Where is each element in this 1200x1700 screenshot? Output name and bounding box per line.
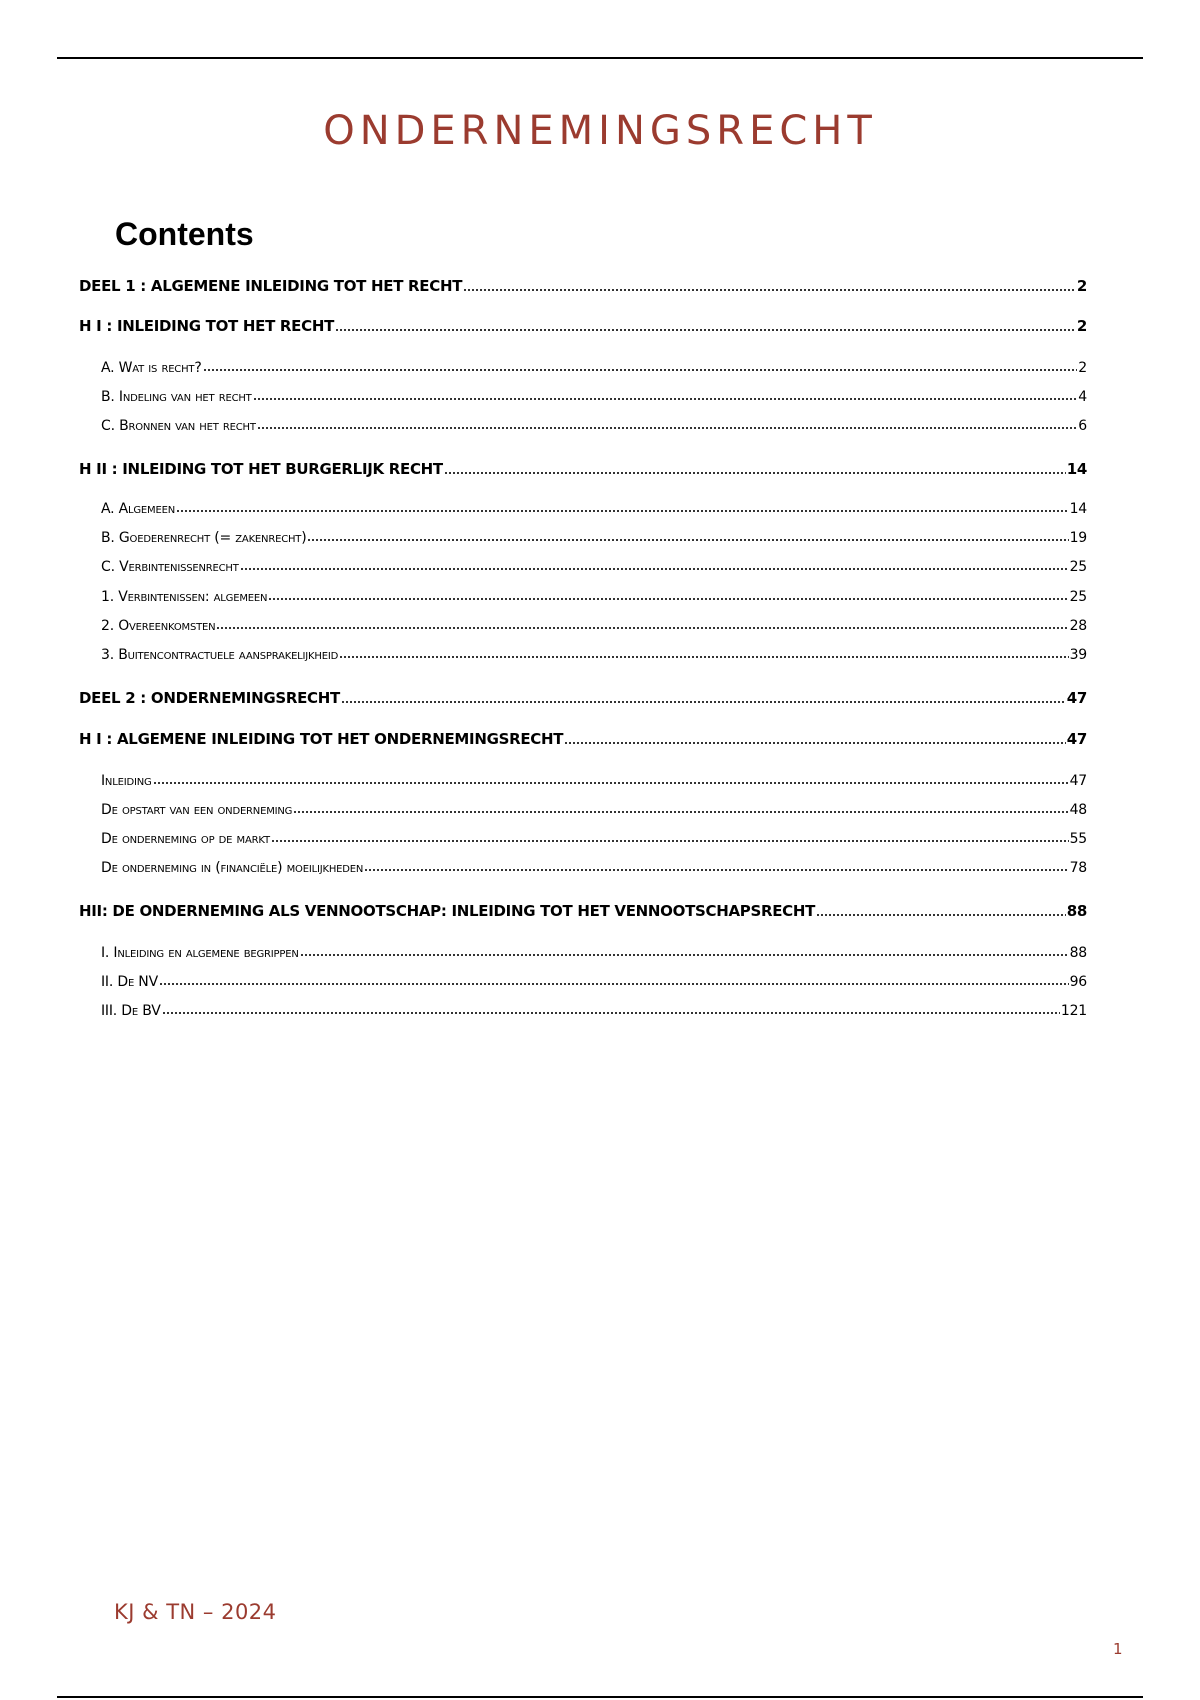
toc-entry-page: 2 [1076,277,1087,295]
toc-entry-label: H I : ALGEMENE INLEIDING TOT HET ONDERNEMINGSRECHT [79,730,564,748]
toc-entry-label: III. De BV [101,1003,161,1019]
toc-entry-label: B. Indeling van het recht [101,389,252,405]
toc-entry-page: 14 [1069,501,1087,517]
toc-entry-label: De onderneming in (financiële) moeilijkheden [101,860,364,876]
toc-entry[interactable] [79,902,1087,920]
toc-entry-page: 6 [1078,418,1087,434]
toc-entry[interactable] [79,317,1087,335]
bottom-rule [57,1696,1143,1698]
toc-entry-page: 48 [1069,802,1087,818]
dot-leader [444,472,1066,474]
toc-entry-page: 88 [1069,945,1087,961]
dot-leader [153,782,1069,784]
dot-leader [307,539,1068,541]
toc-entry-label: Inleiding [101,773,152,789]
dot-leader [293,811,1068,813]
toc-entry-label: 1. Verbintenissen: algemeen [101,589,268,605]
dot-leader [300,954,1069,956]
dot-leader [463,289,1076,291]
dot-leader [203,369,1078,371]
toc-entry[interactable] [101,360,1087,376]
dot-leader [364,869,1068,871]
dot-leader [271,840,1069,842]
dot-leader [335,329,1076,331]
toc-entry-page: 47 [1069,773,1087,789]
toc-entry[interactable] [79,460,1087,478]
dot-leader [176,510,1069,512]
toc-entry[interactable] [101,773,1087,789]
toc-entry-page: 28 [1069,618,1087,634]
toc-entry[interactable] [101,974,1087,990]
toc-entry[interactable] [101,1003,1087,1019]
toc-entry-page: 96 [1069,974,1087,990]
dot-leader [339,656,1068,658]
dot-leader [268,598,1068,600]
toc-entry-label: C. Verbintenissenrecht [101,559,239,575]
toc-entry-page: 25 [1069,589,1087,605]
toc-entry[interactable] [101,618,1087,634]
toc-entry[interactable] [79,689,1087,707]
toc-entry-page: 78 [1069,860,1087,876]
toc-entry[interactable] [101,860,1087,876]
toc-entry[interactable] [101,831,1087,847]
toc-entry-page: 39 [1069,647,1087,663]
toc-entry-label: De onderneming op de markt [101,831,270,847]
toc-entry[interactable] [79,277,1087,295]
toc-entry-label: 3. Buitencontractuele aansprakelijkheid [101,647,339,663]
toc-entry-label: H II : INLEIDING TOT HET BURGERLIJK RECHT [79,460,443,478]
dot-leader [816,914,1066,916]
toc-entry-page: 14 [1066,460,1087,478]
toc-entry-label: C. Bronnen van het recht [101,418,256,434]
dot-leader [162,1012,1060,1014]
toc-entry[interactable] [101,501,1087,517]
toc-entry[interactable] [101,389,1087,405]
toc-entry-label: DEEL 2 : ONDERNEMINGSRECHT [79,689,340,707]
toc-entry[interactable] [101,589,1087,605]
dot-leader [253,398,1078,400]
toc-entry[interactable] [101,945,1087,961]
dot-leader [216,627,1068,629]
toc-entry-label: B. Goederenrecht (= zakenrecht) [101,530,307,546]
toc-entry-page: 47 [1066,689,1087,707]
footer-author: KJ & TN – 2024 [114,1600,277,1624]
toc-entry-page: 121 [1060,1003,1087,1019]
document-title: ONDERNEMINGSRECHT [323,108,877,154]
toc-entry-page: 55 [1069,831,1087,847]
toc-entry-page: 19 [1069,530,1087,546]
toc-entry-page: 2 [1078,360,1087,376]
toc-entry-label: DEEL 1 : ALGEMENE INLEIDING TOT HET RECHT [79,277,463,295]
toc-entry-label: II. De NV [101,974,158,990]
toc-entry[interactable] [101,802,1087,818]
toc-entry-page: 47 [1066,730,1087,748]
toc-entry-label: H I : INLEIDING TOT HET RECHT [79,317,335,335]
dot-leader [564,742,1066,744]
toc-entry-label: 2. Overeenkomsten [101,618,216,634]
toc-entry-label: De opstart van een onderneming [101,802,293,818]
toc-entry-label: HII: DE ONDERNEMING ALS VENNOOTSCHAP: INLEIDING TOT HET VENNOOTSCHAPSRECHT [79,902,816,920]
toc-entry[interactable] [79,730,1087,748]
dot-leader [341,701,1066,703]
toc-entry-label: I. Inleiding en algemene begrippen [101,945,299,961]
dot-leader [240,568,1069,570]
toc-entry[interactable] [101,418,1087,434]
toc-entry-page: 4 [1078,389,1087,405]
toc-entry-label: A. Algemeen [101,501,175,517]
page-number: 1 [1113,1640,1123,1658]
dot-leader [159,983,1069,985]
dot-leader [257,427,1078,429]
toc-entry-page: 2 [1076,317,1087,335]
toc-entry[interactable] [101,559,1087,575]
toc-entry-page: 25 [1069,559,1087,575]
toc-entry-label: A. Wat is recht? [101,360,202,376]
contents-heading: Contents [115,216,254,252]
toc-entry-page: 88 [1066,902,1087,920]
toc-entry[interactable] [101,530,1087,546]
toc-entry[interactable] [101,647,1087,663]
